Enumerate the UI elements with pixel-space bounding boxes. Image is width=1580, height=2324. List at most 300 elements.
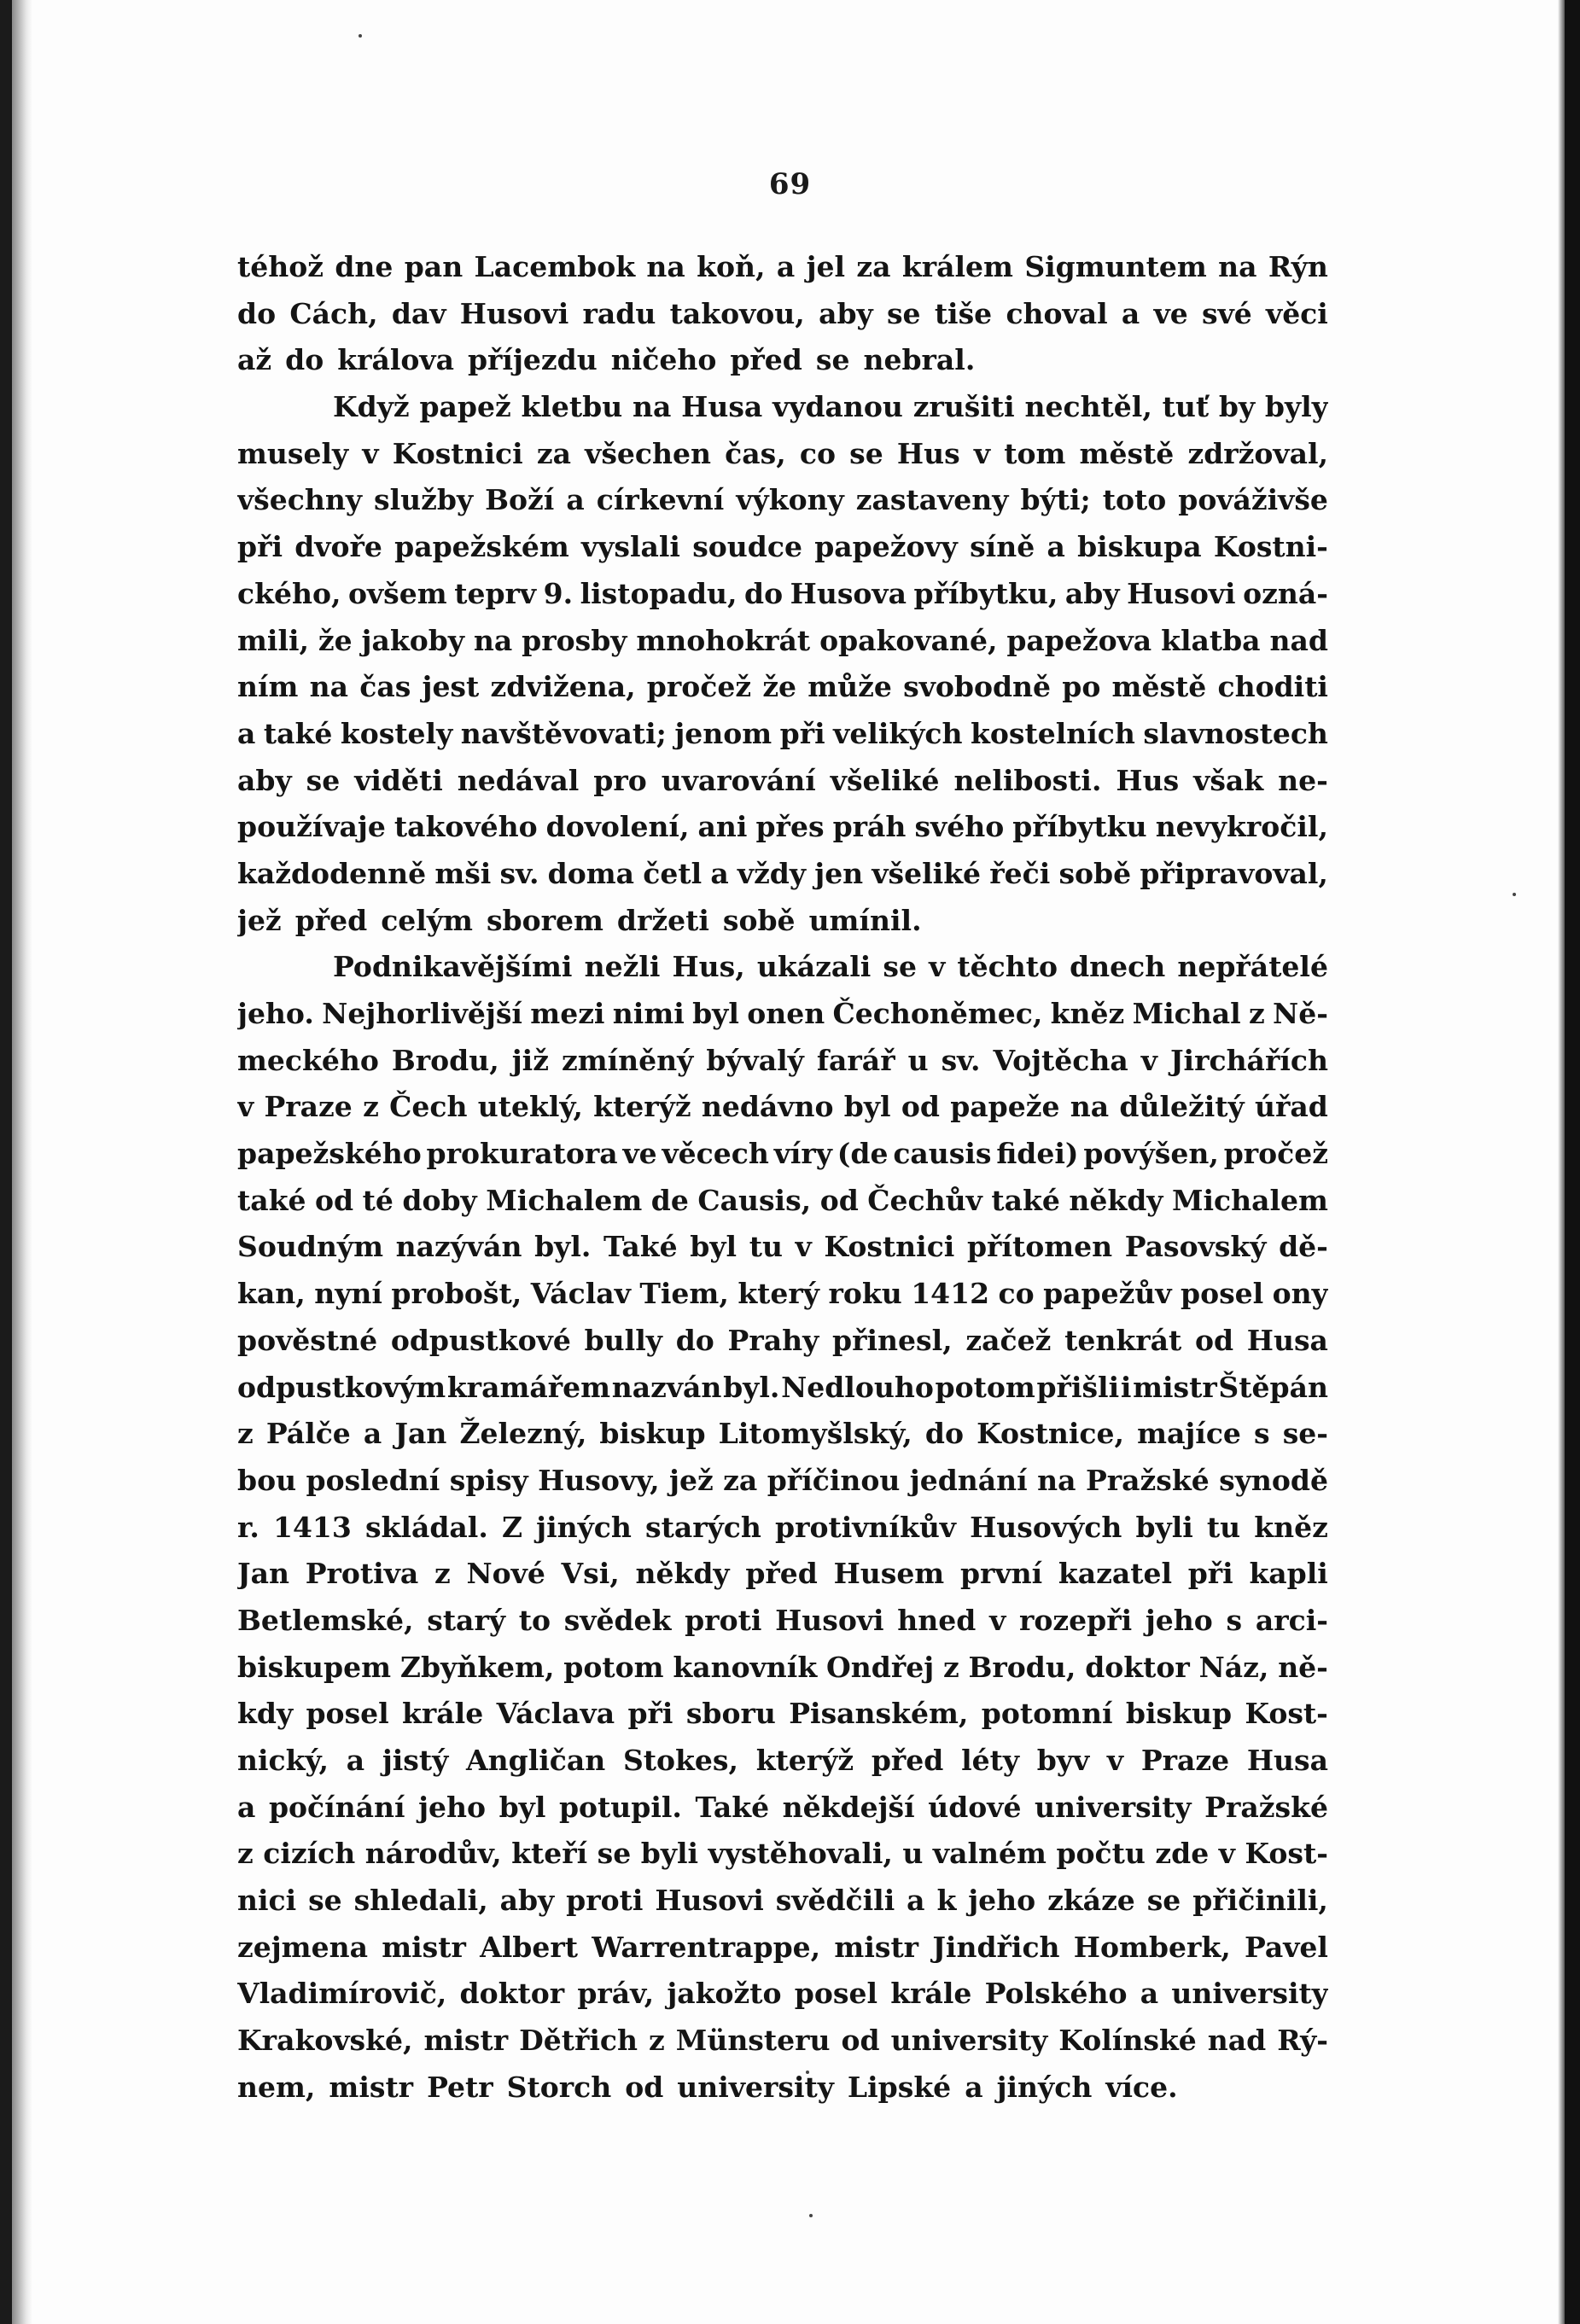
word: v	[973, 436, 991, 470]
word: příčinou	[767, 1463, 901, 1497]
scan-speck	[1513, 893, 1516, 896]
word: se	[886, 296, 921, 330]
word: dav	[391, 296, 446, 330]
word: a	[776, 250, 796, 283]
word: Litomyšlský,	[718, 1417, 912, 1451]
word: všeliké	[872, 856, 982, 890]
word: mši	[434, 856, 492, 890]
word: papežském	[394, 530, 569, 564]
word: se	[815, 343, 850, 377]
word: také	[991, 1183, 1060, 1217]
word: majíce	[1137, 1417, 1241, 1451]
word: nedával	[457, 763, 580, 797]
text-line	[237, 1971, 1328, 2018]
text-line	[237, 2018, 1328, 2065]
word: víry	[773, 1137, 832, 1171]
word: doma	[547, 856, 635, 890]
word: skládal.	[364, 1510, 488, 1544]
word: biskup	[1125, 1697, 1233, 1731]
word: mezi	[530, 997, 605, 1030]
word: té	[362, 1183, 394, 1217]
word: potupil.	[558, 1790, 682, 1824]
word: poslední	[306, 1463, 440, 1497]
word: přinesl,	[832, 1323, 953, 1357]
word: prokuratora	[426, 1137, 618, 1171]
word: povýšen,	[1083, 1137, 1219, 1171]
word: od	[315, 1183, 354, 1217]
word: 1413	[272, 1510, 352, 1544]
word: také	[263, 716, 333, 750]
word: Betlemské,	[237, 1603, 414, 1637]
word: svědek	[563, 1603, 672, 1637]
word: Nové	[466, 1557, 545, 1591]
word: starých	[645, 1510, 761, 1544]
word: tom	[1004, 436, 1066, 470]
word: Homberk,	[1073, 1930, 1231, 1964]
word: na	[633, 390, 672, 424]
word: Železný,	[459, 1417, 587, 1451]
text-line	[237, 1271, 1328, 1318]
word: spisy	[449, 1463, 528, 1497]
word: causis	[893, 1137, 992, 1171]
word: věcech	[662, 1137, 769, 1171]
word: ne-	[1278, 763, 1328, 797]
word: své	[1202, 296, 1252, 330]
word: Prahy	[727, 1323, 819, 1357]
word: nelibosti.	[953, 763, 1102, 797]
word: čas,	[725, 436, 786, 470]
word: kostely	[340, 716, 453, 750]
text-line	[237, 244, 1328, 291]
word: nežli	[584, 950, 661, 984]
word: se-	[1282, 1417, 1328, 1451]
word: co	[799, 436, 836, 470]
word: byv	[1036, 1744, 1090, 1777]
word: bou	[237, 1463, 297, 1497]
word: se	[597, 1837, 632, 1871]
word: ani	[697, 810, 748, 844]
word: (de	[837, 1137, 889, 1171]
word: kněz	[1050, 997, 1125, 1030]
word: jenom	[674, 716, 773, 750]
word: někdy	[1069, 1183, 1163, 1217]
word: byl	[690, 1230, 738, 1264]
text-line	[237, 991, 1328, 1038]
word: pan	[404, 250, 464, 283]
text-line	[237, 1645, 1328, 1692]
word: kteří	[511, 1837, 588, 1871]
word: Lacembok	[474, 250, 636, 283]
word: velikých	[833, 716, 963, 750]
word: nazýván	[395, 1230, 522, 1264]
word: v	[795, 1230, 812, 1264]
word: takovou,	[669, 296, 805, 330]
text-line	[237, 1925, 1328, 1972]
word: a	[1140, 1977, 1159, 2011]
word: 1412	[911, 1277, 990, 1311]
word: krále	[402, 1697, 484, 1731]
word: v	[1106, 1744, 1124, 1777]
word: zejmena	[237, 1930, 368, 1964]
word: ozná-	[1243, 576, 1328, 610]
word: na	[1037, 1463, 1076, 1497]
word: dne	[335, 250, 394, 283]
word: choditi	[1217, 670, 1328, 704]
text-line	[237, 1878, 1328, 1925]
word: a	[1047, 530, 1065, 564]
word: kterýž	[755, 1744, 854, 1777]
word: počtu	[1056, 1837, 1146, 1871]
word: těchto	[957, 950, 1058, 984]
word: všechny	[237, 483, 363, 517]
word: jen	[814, 856, 864, 890]
scan-speck	[809, 2214, 813, 2217]
word: se	[1146, 1884, 1181, 1918]
word: a	[346, 1744, 365, 1777]
text-line	[237, 431, 1328, 478]
word: celým	[381, 903, 473, 937]
word: Husa	[1246, 1744, 1328, 1777]
word: městě	[1079, 436, 1175, 470]
word: národův,	[364, 1837, 502, 1871]
word: někdejší	[782, 1790, 915, 1824]
text-line	[237, 711, 1328, 758]
word: první	[959, 1557, 1043, 1591]
word: koň,	[697, 250, 766, 283]
word: Čechoněmec,	[832, 997, 1043, 1030]
word: jeho	[968, 1884, 1036, 1918]
word: nazván	[611, 1370, 722, 1404]
word: přičinili,	[1192, 1884, 1328, 1918]
word: nad	[1269, 623, 1328, 657]
word: Kost-	[1245, 1697, 1328, 1731]
word: síně	[970, 530, 1035, 564]
word: papežova	[1006, 623, 1152, 657]
word: byli	[640, 1837, 699, 1871]
word: Pavel	[1244, 1930, 1328, 1964]
word: byl	[843, 1090, 891, 1124]
word: nebral.	[863, 343, 976, 377]
word: od	[625, 2070, 664, 2104]
word: příjezdu	[467, 343, 598, 377]
word: aby	[237, 763, 292, 797]
word: ovšem	[347, 576, 447, 610]
word: proti	[685, 1603, 762, 1637]
word: a	[907, 1884, 925, 1918]
word: papežského	[237, 1137, 422, 1171]
word: svobodně	[903, 670, 1052, 704]
word: posel	[306, 1697, 389, 1731]
word: pročež	[646, 670, 752, 704]
word: Pražské	[1085, 1463, 1210, 1497]
word: starý	[427, 1603, 505, 1637]
text-line	[237, 1038, 1328, 1085]
word: odpustkové	[390, 1323, 571, 1357]
word: četl	[643, 856, 703, 890]
word: může	[807, 670, 892, 704]
word: Pasovský	[1124, 1230, 1267, 1264]
word: kan,	[237, 1277, 306, 1311]
word: Angličan	[466, 1744, 606, 1777]
text-line	[237, 1551, 1328, 1598]
word: navštěvovati;	[460, 716, 667, 750]
word: Hus	[896, 436, 960, 470]
word: z	[237, 1837, 254, 1871]
word: kanovník	[673, 1650, 818, 1684]
word: papež	[419, 390, 511, 424]
word: příbytku	[1012, 810, 1147, 844]
word: důležitý	[1119, 1090, 1245, 1124]
word: bývalý	[706, 1043, 804, 1077]
word: sv.	[941, 1043, 981, 1077]
word: jel	[806, 250, 846, 283]
word: do	[237, 296, 277, 330]
word: kletbu	[521, 390, 623, 424]
word: ně-	[1278, 1650, 1328, 1684]
word: co	[998, 1277, 1035, 1311]
word: biskupa	[1077, 530, 1202, 564]
word: Ně-	[1273, 997, 1328, 1030]
word: Lipské	[847, 2070, 952, 2104]
word: nevykročil,	[1155, 810, 1328, 844]
word: jiných	[996, 2070, 1093, 2104]
scan-speck	[359, 34, 362, 38]
word: ničeho	[610, 343, 717, 377]
word: jistý	[382, 1744, 449, 1777]
text-line	[237, 337, 1328, 384]
word: Polského	[984, 1977, 1128, 2011]
word: že	[762, 670, 797, 704]
word: a	[710, 856, 729, 890]
word: byli	[1135, 1510, 1193, 1544]
text-line	[237, 1691, 1328, 1738]
word: zkáze	[1047, 1884, 1135, 1918]
text-line	[237, 1084, 1328, 1131]
word: 9.	[543, 576, 574, 610]
word: přes	[755, 810, 825, 844]
word: Náz,	[1198, 1650, 1269, 1684]
word: svého	[914, 810, 1005, 844]
text-line	[237, 384, 1328, 431]
word: od	[819, 1183, 859, 1217]
word: jakoby	[361, 623, 464, 657]
word: Husovi	[1127, 576, 1236, 610]
word: university	[1035, 1790, 1192, 1824]
word: byl.	[534, 1230, 592, 1264]
word: jeho	[1145, 1603, 1213, 1637]
word: toto	[1102, 483, 1167, 517]
text-line	[237, 2065, 1328, 2111]
word: nimi	[612, 997, 685, 1030]
word: přítomen	[966, 1230, 1113, 1264]
word: používaje	[237, 810, 386, 844]
word: Protiva	[305, 1557, 419, 1591]
word: zdvižena,	[490, 670, 636, 704]
word: tuť	[1162, 390, 1210, 424]
word: jest	[422, 670, 480, 704]
word: přišli	[1036, 1370, 1120, 1404]
word: mistr	[1133, 1370, 1217, 1404]
word: začež	[965, 1323, 1052, 1357]
word: na	[1218, 250, 1257, 283]
word: již	[511, 1043, 549, 1077]
word: Jindřich	[932, 1930, 1060, 1964]
word: de	[650, 1183, 689, 1217]
word: který	[738, 1277, 819, 1311]
word: mistr	[423, 2024, 509, 2058]
word: Nedlouho	[781, 1370, 934, 1404]
word: pováživše	[1178, 483, 1328, 517]
word: teprv	[454, 576, 537, 610]
word: prosby	[522, 623, 627, 657]
word: mistr	[834, 1930, 919, 1964]
word: mistr	[382, 1930, 466, 1964]
word: připravoval,	[1140, 856, 1328, 890]
text-line	[237, 1224, 1328, 1271]
text-line	[237, 1458, 1328, 1505]
word: sboru	[685, 1697, 776, 1731]
word: při	[779, 716, 825, 750]
word: opakované,	[819, 623, 998, 657]
word: kdy	[237, 1697, 294, 1731]
word: v	[362, 436, 379, 470]
word: řeči	[989, 856, 1051, 890]
word: Boží	[485, 483, 555, 517]
word: biskupem	[237, 1650, 392, 1684]
word: aby	[1064, 576, 1120, 610]
word: s	[1254, 1417, 1270, 1451]
word: z	[942, 1650, 959, 1684]
word: Vladimírovič,	[237, 1977, 447, 2011]
word: sborem	[486, 903, 603, 937]
word: Pálče	[265, 1417, 351, 1451]
word: potom	[563, 1650, 664, 1684]
word: více.	[1105, 2070, 1178, 2104]
word: valném	[932, 1837, 1047, 1871]
word: soudce	[692, 530, 802, 564]
word: jakožto	[667, 1977, 782, 2011]
text-line	[237, 291, 1328, 338]
text-line	[237, 1365, 1328, 1412]
word: se	[849, 436, 883, 470]
word: nad	[1207, 2024, 1267, 2058]
word: z	[1248, 997, 1265, 1030]
word: Také	[603, 1230, 678, 1264]
word: Nejhorlivější	[322, 997, 522, 1030]
word: Podnikavějšími	[333, 950, 573, 984]
word: při	[237, 530, 283, 564]
word: jeho	[418, 1790, 487, 1824]
word: Hus,	[672, 950, 745, 984]
word: ckého,	[237, 576, 341, 610]
text-line	[237, 898, 1328, 945]
word: viděti	[354, 763, 443, 797]
word: Hus	[1116, 763, 1180, 797]
word: všechen	[585, 436, 711, 470]
word: Dětřich	[519, 2024, 638, 2058]
word: od	[841, 2024, 880, 2058]
word: Rý-	[1277, 2024, 1328, 2058]
word: Jirchářích	[1169, 1043, 1328, 1077]
word: nedávno	[701, 1090, 834, 1124]
word: meckého	[237, 1043, 379, 1077]
body-text	[237, 244, 1328, 2111]
word: proti	[566, 1884, 644, 1918]
word: jeho.	[237, 997, 314, 1030]
word: doby	[402, 1183, 477, 1217]
word: vystěhovali,	[708, 1837, 893, 1871]
word: od	[1194, 1323, 1234, 1357]
word: na	[473, 623, 513, 657]
text-line	[237, 804, 1328, 851]
word: university	[677, 2070, 834, 2104]
word: probošt,	[391, 1277, 522, 1311]
word: hned	[897, 1603, 977, 1637]
word: Storch	[506, 2070, 612, 2104]
text-line	[237, 477, 1328, 524]
word: tiše	[934, 296, 993, 330]
text-line	[237, 1785, 1328, 1832]
word: Soudným	[237, 1230, 383, 1264]
word: práv,	[577, 1977, 655, 2011]
word: vydanou	[773, 390, 903, 424]
word: ve	[622, 1137, 657, 1171]
text-line	[237, 1411, 1328, 1458]
word: se	[883, 950, 917, 984]
word: choval	[1006, 296, 1108, 330]
word: nici	[237, 1884, 297, 1918]
word: Husovi	[775, 1603, 884, 1637]
word: jiných	[536, 1510, 632, 1544]
word: nechtěl,	[1024, 390, 1152, 424]
word: kapli	[1249, 1557, 1328, 1591]
word: před	[730, 343, 802, 377]
word: nický,	[237, 1744, 329, 1777]
word: a	[965, 2070, 983, 2104]
word: svědčili	[775, 1884, 895, 1918]
word: synodě	[1219, 1463, 1328, 1497]
word: před	[745, 1557, 818, 1591]
word: kramářem	[446, 1370, 611, 1404]
word: Také	[695, 1790, 770, 1824]
word: rozepři	[1018, 1603, 1133, 1637]
word: zde	[1155, 1837, 1210, 1871]
word: do	[285, 343, 324, 377]
word: nyní	[314, 1277, 382, 1311]
word: byl	[692, 997, 739, 1030]
text-line	[237, 851, 1328, 898]
word: od	[901, 1090, 940, 1124]
word: zrušiti	[912, 390, 1015, 424]
word: radu	[582, 296, 656, 330]
word: z	[237, 1417, 254, 1451]
word: papežův	[1043, 1277, 1172, 1311]
word: sv.	[499, 856, 539, 890]
word: doktor	[1085, 1650, 1190, 1684]
word: tu	[1206, 1510, 1241, 1544]
word: byl.	[723, 1370, 780, 1404]
word: že	[318, 623, 353, 657]
word: protivníkův	[775, 1510, 956, 1544]
word: mili,	[237, 623, 310, 657]
word: se	[308, 1884, 342, 1918]
word: university	[1171, 1977, 1328, 2011]
right-page-edge	[1565, 0, 1580, 2324]
word: papežovy	[814, 530, 958, 564]
word: Rýn	[1268, 250, 1328, 283]
word: shledali,	[353, 1884, 488, 1918]
word: ním	[237, 670, 299, 704]
